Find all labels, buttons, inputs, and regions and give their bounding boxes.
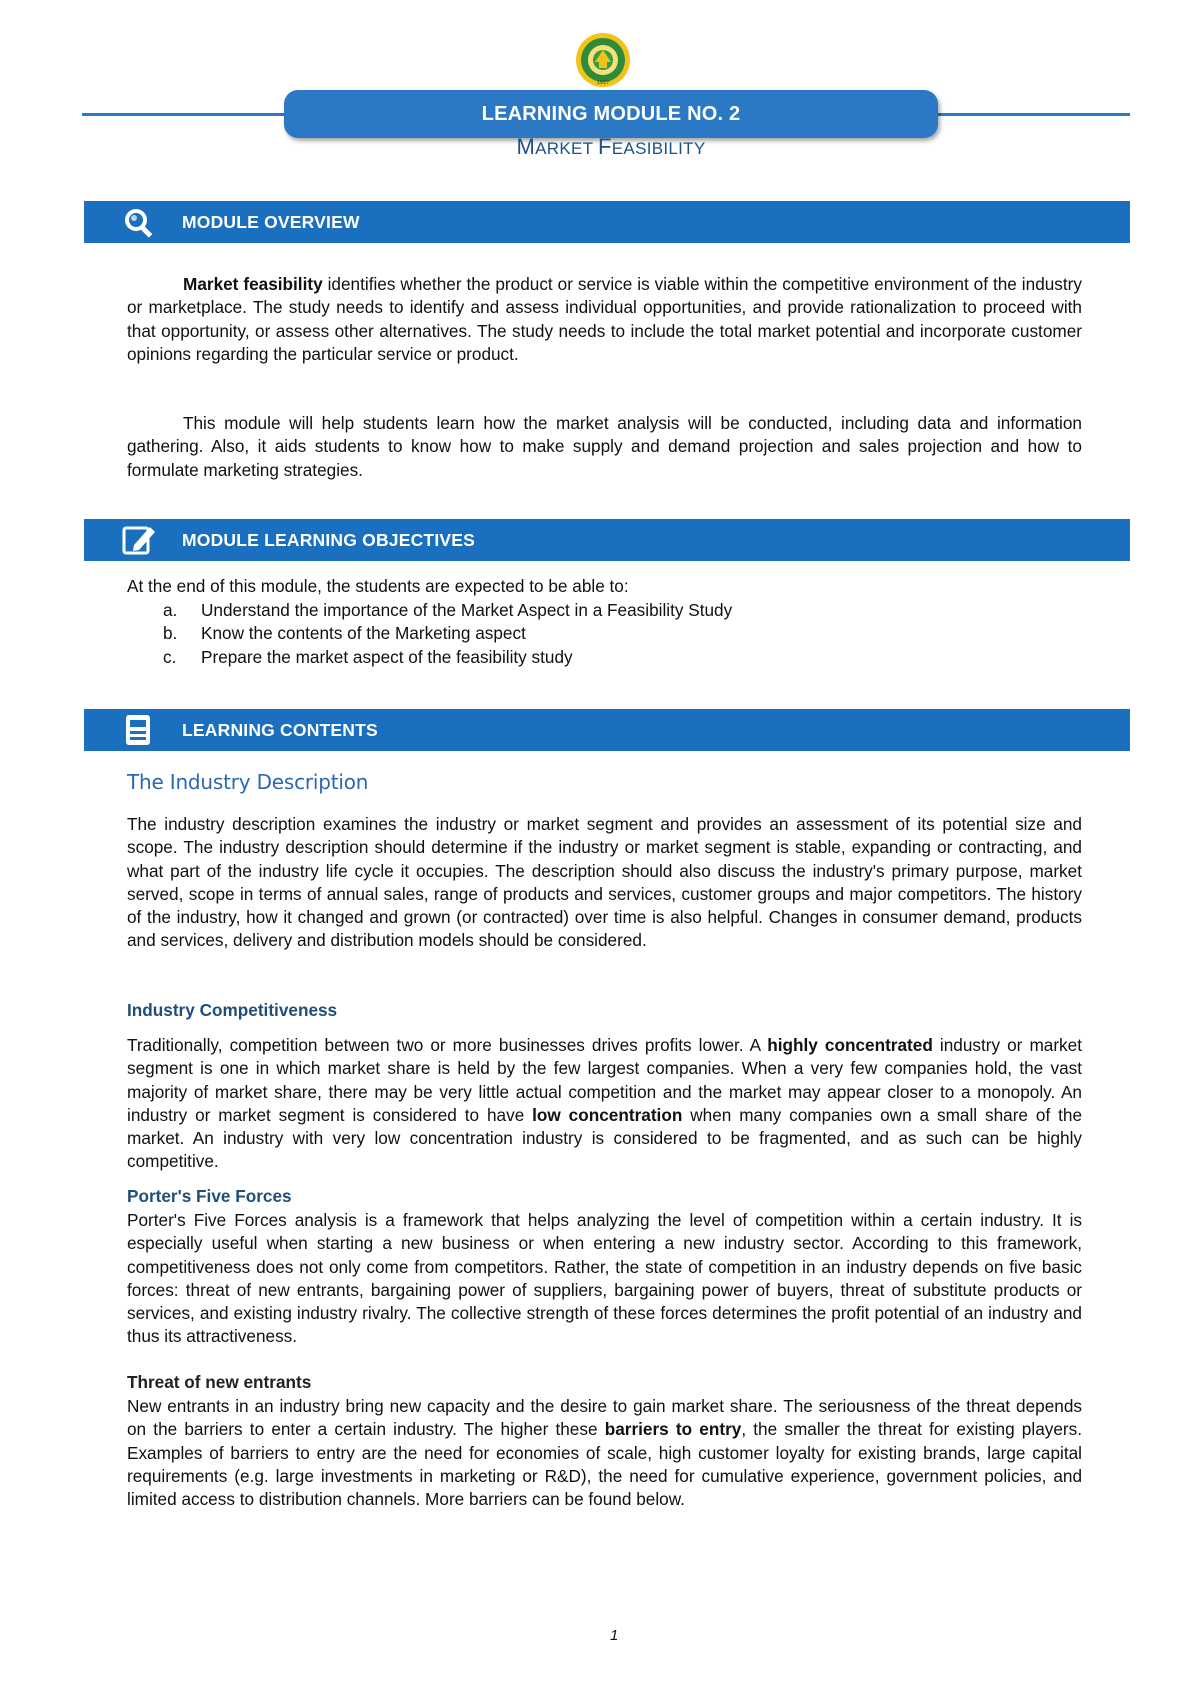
objectives-list — [127, 599, 1087, 669]
overview-paragraph-2: This module will help students learn how the market analysis will be conducted, including data and information gathering. Also, it aids students to know how to make supply and demand projection and sales projection and how to formulate marketing strategies. — [127, 413, 1082, 480]
section-title: MODULE OVERVIEW — [182, 212, 360, 232]
industry-competitiveness-heading: Industry Competitiveness — [127, 1000, 338, 1020]
university-seal-logo — [575, 32, 631, 88]
section-bar-module-overview — [84, 201, 1130, 243]
competitiveness-paragraph: Traditionally, competition between two or more businesses drives profits lower. A highly concentrated industry or market segment is one in which market share is held by the few largest companies. When a very few companies hold, the vast majority of market share, there may be very little actual competition and the market may appear closer to a monopoly. An industry or market segment is considered to have low concentration when many companies own a small share of the market. An industry with very low concentration industry is considered to be fragmented, and as such can be highly competitive. — [127, 1035, 1082, 1172]
page-number: 1 — [610, 1627, 619, 1644]
module-title: MARKET FEASIBILITY — [516, 134, 706, 159]
pencil-edit-icon — [120, 523, 158, 557]
list-item: a. Understand the importance of the Market Aspect in a Feasibility Study — [163, 600, 733, 620]
section-title: MODULE LEARNING OBJECTIVES — [182, 530, 476, 550]
list-item: c. Prepare the market aspect of the feasibility study — [163, 646, 573, 667]
threat-new-entrants-paragraph: New entrants in an industry bring new capacity and the desire to gain market share. The seriousness of the threat depends on the barriers to enter a certain industry. The higher these barriers to entry, the smaller the threat for existing players. Examples of barriers to entry are the need for economies of scale, high customer loyalty for existing brands, large capital requirements (e.g. large investments in marketing or R&D), the need for cumulative experience, government policies, and limited access to distribution channels. More barriers can be found below. — [127, 1396, 1082, 1510]
porters-five-forces-heading: Porter's Five Forces — [127, 1186, 292, 1206]
magnifier-icon — [120, 205, 158, 239]
industry-description-paragraph: The industry description examines the industry or market segment and provides an assessment of its potential size and scope. The industry description should determine if the industry or market segment is stable, expanding or contracting, and what part of the industry life cycle it occupies. The description should also discuss the industry's primary purpose, market served, scope in terms of annual sales, range of products and services, customer groups and major competitors. The history of the industry, how it changed and grown (or contracted) over time is also helpful. Changes in consumer demand, products and services, delivery and distribution models should be considered. — [127, 814, 1082, 951]
document-icon — [120, 713, 158, 747]
svg-text:1927: 1927 — [596, 80, 610, 86]
threat-new-entrants-heading: Threat of new entrants — [127, 1372, 312, 1392]
objectives-intro: At the end of this module, the students are expected to be able to: — [127, 576, 629, 596]
section-bar-learning-contents — [84, 709, 1130, 751]
industry-description-heading: The Industry Description — [127, 770, 369, 794]
overview-paragraph-1: Market feasibility identifies whether the product or service is viable within the competitive environment of the industry or marketplace. The study needs to identify and assess individual opportunities, and provide rationalization to proceed with that opportunity, or assess other alternatives. The study needs to include the total market potential and incorporate customer opinions regarding the particular service or product. — [127, 274, 1082, 364]
title-rule-left — [82, 113, 292, 116]
porters-five-forces-paragraph: Porter's Five Forces analysis is a framework that helps analyzing the level of competition within a certain industry. It is especially useful when starting a new business or when entering a new industry sector. According to this framework, competitiveness does not only come from competitors. Rather, the state of competition in an industry depends on five basic forces: threat of new entrants, bargaining power of suppliers, bargaining power of buyers, threat of substitute products or services, and existing industry rivalry. The collective strength of these forces determines the profit potential of an industry and thus its attractiveness. — [127, 1210, 1082, 1347]
list-item: b. Know the contents of the Marketing aspect — [163, 623, 526, 644]
section-bar-learning-objectives — [84, 519, 1130, 561]
module-number: LEARNING MODULE NO. 2 — [481, 103, 741, 125]
title-rule-right — [930, 113, 1130, 116]
section-title: LEARNING CONTENTS — [182, 720, 378, 740]
